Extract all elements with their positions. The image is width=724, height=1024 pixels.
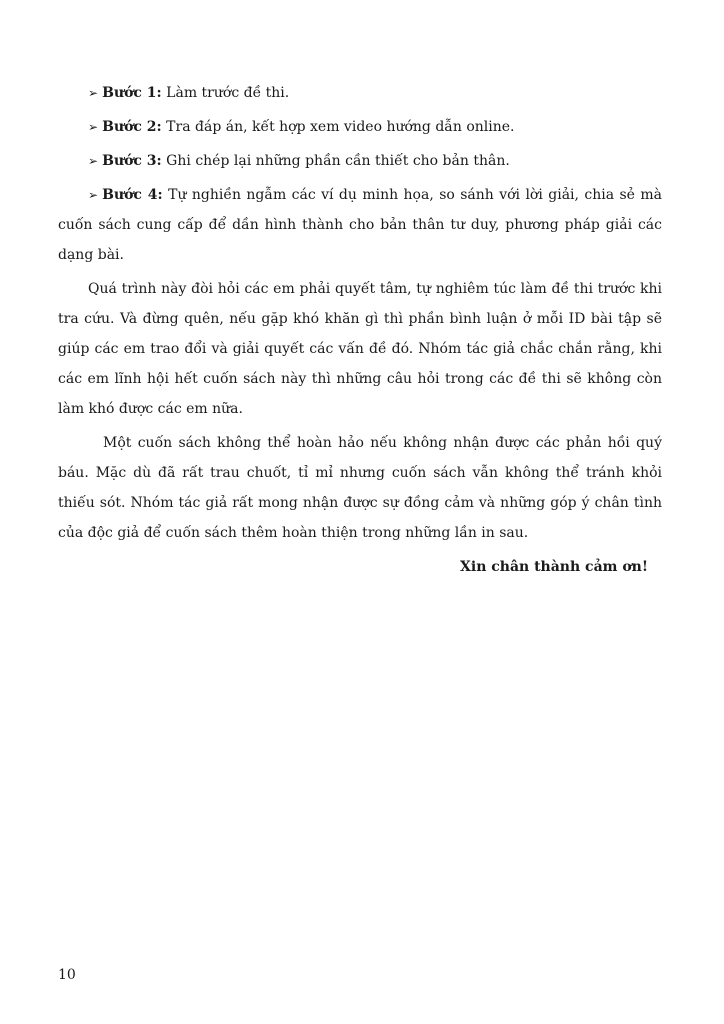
page-number: 10 [58,967,76,983]
step-text: Làm trước đề thi. [161,85,290,101]
arrow-bullet-icon: ➢ [88,120,99,134]
step-3 [58,146,662,176]
step-text: Tra đáp án, kết hợp xem video hướng dẫn online. [161,119,515,135]
step-text: Tự nghiền ngẫm các ví dụ minh họa, so sánh với lời giải, chia sẻ mà cuốn sách cung cấp để dần hình thành cho bản thân tư duy, phương pháp giải các dạng bài. [58,187,662,263]
step-text: Ghi chép lại những phần cần thiết cho bản thân. [161,153,510,169]
signoff: Xin chân thành cảm ơn! [460,559,648,575]
step-2 [58,112,662,142]
step-label: Bước 1: [102,85,162,101]
step-label: Bước 2: [102,119,162,135]
step-1 [58,78,662,108]
paragraph-process: Quá trình này đòi hỏi các em phải quyết tâm, tự nghiêm túc làm đề thi trước khi tra cứu. Và đừng quên, nếu gặp khó khăn gì thì phần bình luận ở mỗi ID bài tập sẽ giúp các em trao đổi và giải quyết các vấn đề đó. Nhóm tác giả chắc chắn rằng, khi các em lĩnh hội hết cuốn sách này thì những câu hỏi trong các đề thi sẽ không còn làm khó được các em nữa. [58,281,662,417]
paragraph-feedback: Một cuốn sách không thể hoàn hảo nếu không nhận được các phản hồi quý báu. Mặc dù đã rất trau chuốt, tỉ mỉ nhưng cuốn sách vẫn không thể tránh khỏi thiếu sót. Nhóm tác giả rất mong nhận được sự đồng cảm và những góp ý chân tình của độc giả để cuốn sách thêm hoàn thiện trong những lần in sau. [58,435,662,541]
page-content [58,78,662,582]
step-label: Bước 4: [102,187,163,203]
arrow-bullet-icon: ➢ [88,188,99,202]
arrow-bullet-icon: ➢ [88,86,99,100]
step-label: Bước 3: [102,153,162,169]
arrow-bullet-icon: ➢ [88,154,99,168]
step-4 [58,180,662,270]
